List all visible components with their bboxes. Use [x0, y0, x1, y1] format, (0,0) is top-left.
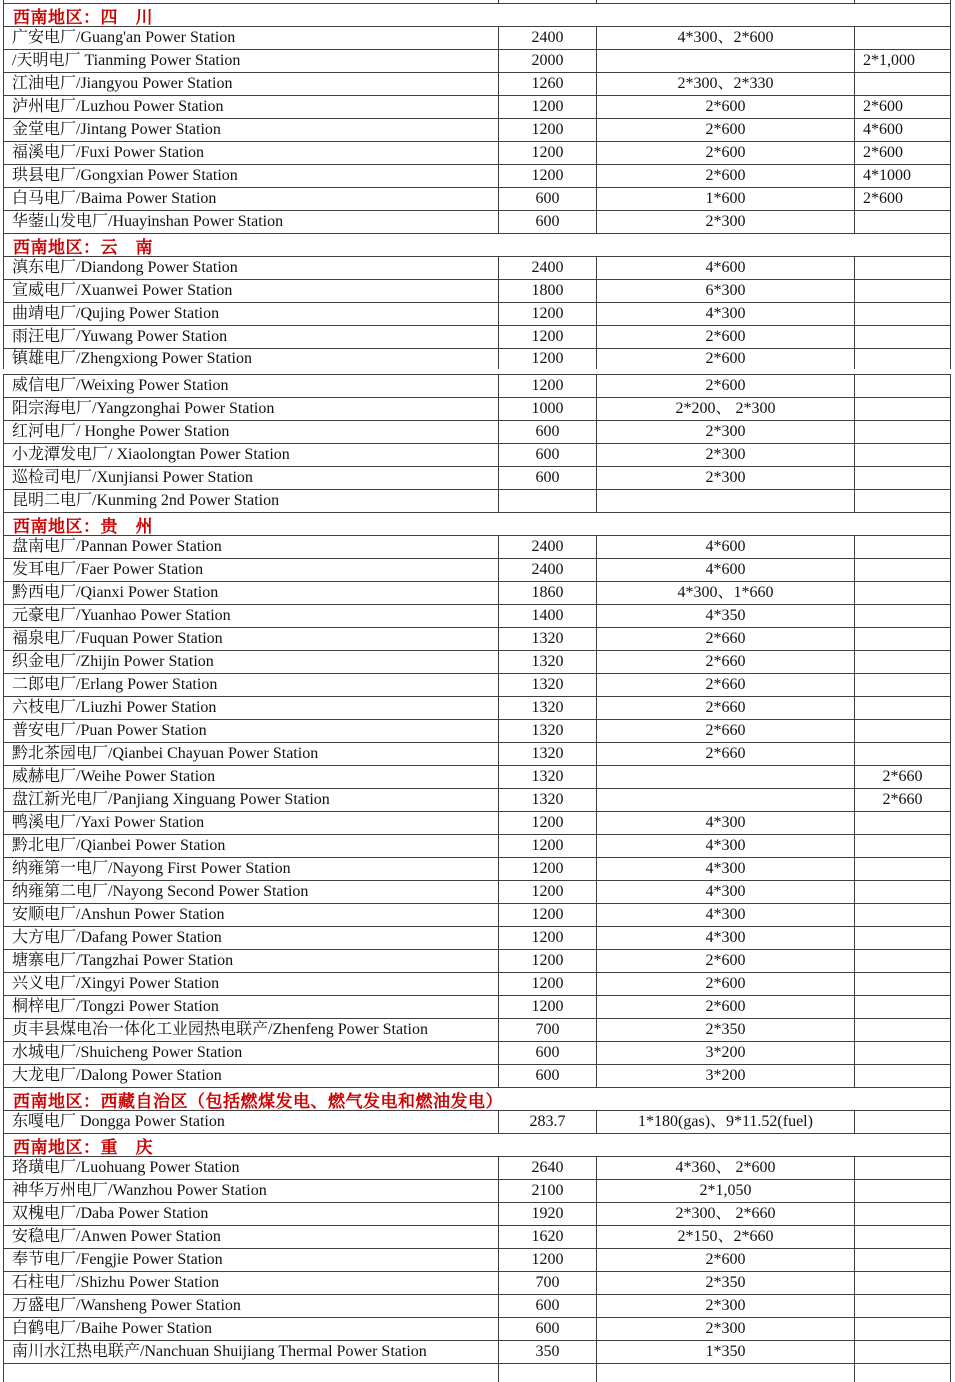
station-name-cell: 神华万州电厂/Wanzhou Power Station	[12, 1182, 267, 1199]
station-name-cell: 滇东电厂/Diandong Power Station	[12, 259, 238, 276]
station-name-cell	[4, 1364, 498, 1382]
extra-units-cell	[854, 536, 950, 558]
capacity-cell	[498, 0, 596, 3]
unit-config-cell: 2*600	[596, 375, 854, 397]
section-header-label: 西南地区：重 庆	[13, 1137, 153, 1157]
table-row	[4, 1226, 950, 1249]
station-name-cell: 黔西电厂/Qianxi Power Station	[12, 584, 219, 601]
unit-config-cell: 4*300	[596, 881, 854, 903]
extra-units-cell	[854, 1042, 950, 1064]
extra-units-cell	[854, 0, 950, 3]
station-name-cell: 福溪电厂/Fuxi Power Station	[12, 144, 205, 161]
capacity-cell: 1320	[498, 743, 596, 765]
extra-units-cell: 2*600	[854, 188, 950, 210]
extra-units-cell: 2*660	[854, 766, 950, 788]
extra-units-cell	[854, 467, 950, 489]
unit-config-cell	[596, 0, 854, 3]
extra-units-cell	[854, 1249, 950, 1271]
station-name-cell: 塘寨电厂/Tangzhai Power Station	[12, 952, 234, 969]
extra-units-cell	[854, 1272, 950, 1294]
extra-units-cell	[854, 812, 950, 834]
unit-config-cell: 2*150、2*660	[596, 1226, 854, 1248]
station-name-cell: 金堂电厂/Jintang Power Station	[12, 121, 221, 138]
capacity-cell	[498, 490, 596, 512]
unit-config-cell	[596, 50, 854, 72]
section-header-row	[4, 234, 950, 257]
section-header-row	[4, 1134, 950, 1157]
station-name-cell: 安顺电厂/Anshun Power Station	[12, 906, 225, 923]
extra-units-cell	[854, 697, 950, 719]
capacity-cell: 1200	[498, 973, 596, 995]
capacity-cell: 1620	[498, 1226, 596, 1248]
station-name-cell: 贞丰县煤电冶一体化工业园热电联产/Zhenfeng Power Station	[12, 1021, 428, 1038]
capacity-cell: 1200	[498, 881, 596, 903]
table-page-block	[3, 374, 951, 1382]
station-name-cell: 南川水江热电联产/Nanchuan Shuijiang Thermal Power Station	[12, 1343, 427, 1360]
extra-units-cell	[854, 996, 950, 1018]
extra-units-cell	[854, 1295, 950, 1317]
station-name-cell: 纳雍第二电厂/Nayong Second Power Station	[12, 883, 309, 900]
table-row	[4, 1341, 950, 1364]
unit-config-cell: 2*600	[596, 973, 854, 995]
station-name-cell: 安稳电厂/Anwen Power Station	[12, 1228, 221, 1245]
unit-config-cell: 2*600	[596, 165, 854, 187]
table-row	[4, 398, 950, 421]
table-row	[4, 1295, 950, 1318]
unit-config-cell: 2*300	[596, 1295, 854, 1317]
table-row	[4, 257, 950, 280]
unit-config-cell: 2*600	[596, 119, 854, 141]
capacity-cell: 2640	[498, 1157, 596, 1179]
extra-units-cell	[854, 1111, 950, 1133]
table-row	[4, 165, 950, 188]
station-name-cell: 曲靖电厂/Qujing Power Station	[12, 305, 220, 322]
unit-config-cell: 4*300	[596, 835, 854, 857]
station-name-cell: 东嘎电厂 Dongga Power Station	[12, 1113, 225, 1130]
unit-config-cell: 4*360、 2*600	[596, 1157, 854, 1179]
station-name-cell: 巡检司电厂/Xunjiansi Power Station	[12, 469, 253, 486]
extra-units-cell	[854, 257, 950, 279]
extra-units-cell	[854, 1364, 950, 1382]
unit-config-cell: 4*600	[596, 536, 854, 558]
extra-units-cell	[854, 280, 950, 302]
capacity-cell: 1200	[498, 303, 596, 325]
table-row	[4, 973, 950, 996]
capacity-cell: 600	[498, 1295, 596, 1317]
extra-units-cell	[854, 605, 950, 627]
capacity-cell: 600	[498, 444, 596, 466]
unit-config-cell: 6*300	[596, 280, 854, 302]
table-row	[4, 1203, 950, 1226]
extra-units-cell	[854, 582, 950, 604]
unit-config-cell: 1*180(gas)、9*11.52(fuel)	[596, 1111, 854, 1133]
station-name-cell: 黔北茶园电厂/Qianbei Chayuan Power Station	[12, 745, 319, 762]
station-name-cell: 江油电厂/Jiangyou Power Station	[12, 75, 233, 92]
capacity-cell: 1320	[498, 789, 596, 811]
extra-units-cell: 4*600	[854, 119, 950, 141]
table-row	[4, 674, 950, 697]
unit-config-cell: 4*300	[596, 927, 854, 949]
station-name-cell: 华蓥山发电厂/Huayinshan Power Station	[12, 213, 284, 230]
unit-config-cell: 2*600	[596, 326, 854, 348]
capacity-cell: 2100	[498, 1180, 596, 1202]
station-name-cell: 元豪电厂/Yuanhao Power Station	[12, 607, 231, 624]
extra-units-cell	[854, 303, 950, 325]
station-name-cell: 发耳电厂/Faer Power Station	[12, 561, 204, 578]
unit-config-cell: 2*350	[596, 1019, 854, 1041]
table-row	[4, 374, 950, 398]
station-name-cell: 镇雄电厂/Zhengxiong Power Station	[12, 350, 252, 367]
section-header-row	[4, 513, 950, 536]
station-name-cell: 泸州电厂/Luzhou Power Station	[12, 98, 224, 115]
capacity-cell: 2400	[498, 257, 596, 279]
capacity-cell: 700	[498, 1272, 596, 1294]
unit-config-cell: 2*300	[596, 467, 854, 489]
station-name-cell: 珙县电厂/Gongxian Power Station	[12, 167, 238, 184]
capacity-cell: 600	[498, 421, 596, 443]
capacity-cell: 600	[498, 1318, 596, 1340]
extra-units-cell	[854, 628, 950, 650]
station-name-cell: 红河电厂/ Honghe Power Station	[12, 423, 230, 440]
capacity-cell: 283.7	[498, 1111, 596, 1133]
extra-units-cell	[854, 950, 950, 972]
table-row	[4, 142, 950, 165]
capacity-cell: 1860	[498, 582, 596, 604]
station-name-cell: 广安电厂/Guang'an Power Station	[12, 29, 236, 46]
table-row	[4, 326, 950, 349]
table-row	[4, 1065, 950, 1088]
unit-config-cell: 2*660	[596, 651, 854, 673]
table-page-block	[3, 0, 951, 369]
station-name-cell: 二郎电厂/Erlang Power Station	[12, 676, 218, 693]
table-row	[4, 536, 950, 559]
unit-config-cell: 4*300	[596, 904, 854, 926]
table-row	[4, 582, 950, 605]
capacity-cell: 1200	[498, 142, 596, 164]
extra-units-cell	[854, 349, 950, 369]
extra-units-cell: 2*600	[854, 142, 950, 164]
station-name-cell: 织金电厂/Zhijin Power Station	[12, 653, 214, 670]
table-row	[4, 280, 950, 303]
table-row	[4, 950, 950, 973]
station-name-cell: 普安电厂/Puan Power Station	[12, 722, 207, 739]
station-name-cell: 兴义电厂/Xingyi Power Station	[12, 975, 220, 992]
table-row	[4, 720, 950, 743]
unit-config-cell: 2*600	[596, 142, 854, 164]
unit-config-cell: 2*200、 2*300	[596, 398, 854, 420]
unit-config-cell: 2*1,050	[596, 1180, 854, 1202]
station-name-cell: 阳宗海电厂/Yangzonghai Power Station	[12, 400, 275, 417]
capacity-cell: 1920	[498, 1203, 596, 1225]
extra-units-cell	[854, 421, 950, 443]
table-row	[4, 1042, 950, 1065]
capacity-cell: 1200	[498, 812, 596, 834]
table-row	[4, 835, 950, 858]
section-header-label: 西南地区：西藏自治区（包括燃煤发电、燃气发电和燃油发电）	[13, 1091, 503, 1111]
station-name-cell: 白鹤电厂/Baihe Power Station	[12, 1320, 212, 1337]
extra-units-cell: 2*1,000	[854, 50, 950, 72]
unit-config-cell: 4*350	[596, 605, 854, 627]
capacity-cell: 1800	[498, 280, 596, 302]
extra-units-cell	[854, 1341, 950, 1363]
extra-units-cell	[854, 973, 950, 995]
station-name-cell: 六枝电厂/Liuzhi Power Station	[12, 699, 217, 716]
unit-config-cell	[596, 490, 854, 512]
capacity-cell: 1320	[498, 674, 596, 696]
table-row	[4, 996, 950, 1019]
extra-units-cell	[854, 881, 950, 903]
station-name-cell: 桐梓电厂/Tongzi Power Station	[12, 998, 219, 1015]
extra-units-cell	[854, 651, 950, 673]
capacity-cell: 1320	[498, 651, 596, 673]
station-name-cell: 雨汪电厂/Yuwang Power Station	[12, 328, 228, 345]
table-row	[4, 559, 950, 582]
table-row	[4, 766, 950, 789]
extra-units-cell	[854, 211, 950, 233]
capacity-cell: 1200	[498, 996, 596, 1018]
extra-units-cell	[854, 835, 950, 857]
table-row	[4, 1272, 950, 1295]
unit-config-cell: 2*660	[596, 743, 854, 765]
section-header-row	[4, 4, 950, 27]
table-row	[4, 1111, 950, 1134]
capacity-cell: 1200	[498, 950, 596, 972]
table-row	[4, 73, 950, 96]
table-row	[4, 1249, 950, 1272]
unit-config-cell: 2*600	[596, 1249, 854, 1271]
capacity-cell: 600	[498, 211, 596, 233]
table-row	[4, 697, 950, 720]
unit-config-cell: 1*600	[596, 188, 854, 210]
capacity-cell	[498, 1364, 596, 1382]
table-row	[4, 904, 950, 927]
station-name-cell: 大龙电厂/Dalong Power Station	[12, 1067, 222, 1084]
capacity-cell: 600	[498, 1042, 596, 1064]
table-row	[4, 743, 950, 766]
capacity-cell: 1320	[498, 628, 596, 650]
unit-config-cell: 1*350	[596, 1341, 854, 1363]
extra-units-cell	[854, 1318, 950, 1340]
station-name-cell: 宣威电厂/Xuanwei Power Station	[12, 282, 233, 299]
capacity-cell: 1200	[498, 835, 596, 857]
capacity-cell: 600	[498, 188, 596, 210]
capacity-cell: 1400	[498, 605, 596, 627]
table-row	[4, 421, 950, 444]
table-row	[4, 27, 950, 50]
table-row	[4, 628, 950, 651]
capacity-cell: 1200	[498, 927, 596, 949]
station-name-cell: 黔北电厂/Qianbei Power Station	[12, 837, 226, 854]
table-row	[4, 490, 950, 513]
unit-config-cell: 4*300、2*600	[596, 27, 854, 49]
capacity-cell: 600	[498, 467, 596, 489]
table-row	[4, 651, 950, 674]
station-name-cell: 盘江新光电厂/Panjiang Xinguang Power Station	[12, 791, 330, 808]
station-name-cell: 威赫电厂/Weihe Power Station	[12, 768, 216, 785]
unit-config-cell: 2*600	[596, 96, 854, 118]
extra-units-cell	[854, 1226, 950, 1248]
extra-units-cell	[854, 1019, 950, 1041]
station-name-cell: 纳雍第一电厂/Nayong First Power Station	[12, 860, 291, 877]
capacity-cell: 2400	[498, 536, 596, 558]
capacity-cell: 700	[498, 1019, 596, 1041]
unit-config-cell: 2*660	[596, 628, 854, 650]
capacity-cell: 600	[498, 1065, 596, 1087]
unit-config-cell: 4*300	[596, 303, 854, 325]
table-row	[4, 50, 950, 73]
extra-units-cell	[854, 490, 950, 512]
table-row	[4, 1019, 950, 1042]
capacity-cell: 1200	[498, 96, 596, 118]
extra-units-cell	[854, 858, 950, 880]
capacity-cell: 1200	[498, 904, 596, 926]
unit-config-cell: 2*300	[596, 444, 854, 466]
unit-config-cell: 4*600	[596, 257, 854, 279]
section-header-label: 西南地区：云 南	[13, 237, 153, 257]
unit-config-cell: 2*300	[596, 421, 854, 443]
table-row	[4, 858, 950, 881]
unit-config-cell: 2*300、 2*660	[596, 1203, 854, 1225]
capacity-cell: 2000	[498, 50, 596, 72]
capacity-cell: 1320	[498, 720, 596, 742]
extra-units-cell	[854, 674, 950, 696]
extra-units-cell	[854, 444, 950, 466]
unit-config-cell	[596, 789, 854, 811]
unit-config-cell: 2*660	[596, 674, 854, 696]
unit-config-cell: 2*300	[596, 1318, 854, 1340]
station-name-cell: 鸭溪电厂/Yaxi Power Station	[12, 814, 205, 831]
unit-config-cell: 2*300	[596, 211, 854, 233]
capacity-cell: 1200	[498, 349, 596, 369]
capacity-cell: 1200	[498, 375, 596, 397]
station-name-cell: 福泉电厂/Fuquan Power Station	[12, 630, 223, 647]
table-row	[4, 789, 950, 812]
capacity-cell: 1200	[498, 119, 596, 141]
table-row	[4, 605, 950, 628]
station-name-cell: 水城电厂/Shuicheng Power Station	[12, 1044, 243, 1061]
unit-config-cell: 3*200	[596, 1042, 854, 1064]
station-name-cell: 奉节电厂/Fengjie Power Station	[12, 1251, 223, 1268]
unit-config-cell: 4*300	[596, 812, 854, 834]
section-header-label: 西南地区：四 川	[13, 7, 153, 27]
extra-units-cell	[854, 326, 950, 348]
table-row	[4, 881, 950, 904]
extra-units-cell: 4*1000	[854, 165, 950, 187]
unit-config-cell: 2*300、2*330	[596, 73, 854, 95]
extra-units-cell	[854, 398, 950, 420]
capacity-cell: 1320	[498, 766, 596, 788]
unit-config-cell: 2*600	[596, 349, 854, 369]
station-name-cell: 石柱电厂/Shizhu Power Station	[12, 1274, 220, 1291]
station-name-cell: /天明电厂 Tianming Power Station	[12, 52, 241, 69]
station-name-cell: 大方电厂/Dafang Power Station	[12, 929, 222, 946]
capacity-cell: 1200	[498, 1249, 596, 1271]
capacity-cell: 1200	[498, 165, 596, 187]
capacity-cell: 1200	[498, 326, 596, 348]
unit-config-cell: 2*600	[596, 950, 854, 972]
table-row	[4, 1157, 950, 1180]
extra-units-cell	[854, 1065, 950, 1087]
unit-config-cell: 2*660	[596, 697, 854, 719]
unit-config-cell: 2*660	[596, 720, 854, 742]
table-row	[4, 444, 950, 467]
capacity-cell: 2400	[498, 559, 596, 581]
station-name-cell: 小龙潭发电厂/ Xiaolongtan Power Station	[12, 446, 290, 463]
station-name-cell: 盘南电厂/Pannan Power Station	[12, 538, 222, 555]
unit-config-cell	[596, 1364, 854, 1382]
extra-units-cell: 2*660	[854, 789, 950, 811]
table-row	[4, 1318, 950, 1341]
section-header-label: 西南地区：贵 州	[13, 516, 153, 536]
capacity-cell: 1000	[498, 398, 596, 420]
capacity-cell: 350	[498, 1341, 596, 1363]
extra-units-cell	[854, 743, 950, 765]
table-row	[4, 119, 950, 142]
capacity-cell: 1200	[498, 858, 596, 880]
extra-units-cell	[854, 904, 950, 926]
table-row	[4, 467, 950, 490]
station-name-cell: 万盛电厂/Wansheng Power Station	[12, 1297, 241, 1314]
extra-units-cell	[854, 1203, 950, 1225]
capacity-cell: 1260	[498, 73, 596, 95]
station-name-cell: 威信电厂/Weixing Power Station	[12, 377, 229, 394]
unit-config-cell: 4*300	[596, 858, 854, 880]
station-name-cell: 双槐电厂/Daba Power Station	[12, 1205, 209, 1222]
station-name-cell: 珞璜电厂/Luohuang Power Station	[12, 1159, 240, 1176]
table-row	[4, 188, 950, 211]
extra-units-cell	[854, 1157, 950, 1179]
extra-units-cell	[854, 27, 950, 49]
table-row	[4, 927, 950, 950]
station-name-cell: 白马电厂/Baima Power Station	[12, 190, 217, 207]
capacity-cell: 1320	[498, 697, 596, 719]
capacity-cell: 2400	[498, 27, 596, 49]
extra-units-cell: 2*600	[854, 96, 950, 118]
table-row	[4, 1180, 950, 1203]
section-header-row	[4, 1088, 950, 1111]
table-row	[4, 303, 950, 326]
extra-units-cell	[854, 375, 950, 397]
station-name-cell: 昆明二电厂/Kunming 2nd Power Station	[12, 492, 280, 509]
unit-config-cell: 2*600	[596, 996, 854, 1018]
partial-row-bottom	[4, 1364, 950, 1382]
unit-config-cell: 2*350	[596, 1272, 854, 1294]
unit-config-cell: 3*200	[596, 1065, 854, 1087]
extra-units-cell	[854, 1180, 950, 1202]
extra-units-cell	[854, 559, 950, 581]
table-row	[4, 96, 950, 119]
unit-config-cell: 4*300、1*660	[596, 582, 854, 604]
table-row	[4, 349, 950, 369]
table-row	[4, 211, 950, 234]
unit-config-cell	[596, 766, 854, 788]
extra-units-cell	[854, 720, 950, 742]
table-row	[4, 812, 950, 835]
extra-units-cell	[854, 73, 950, 95]
unit-config-cell: 4*600	[596, 559, 854, 581]
extra-units-cell	[854, 927, 950, 949]
